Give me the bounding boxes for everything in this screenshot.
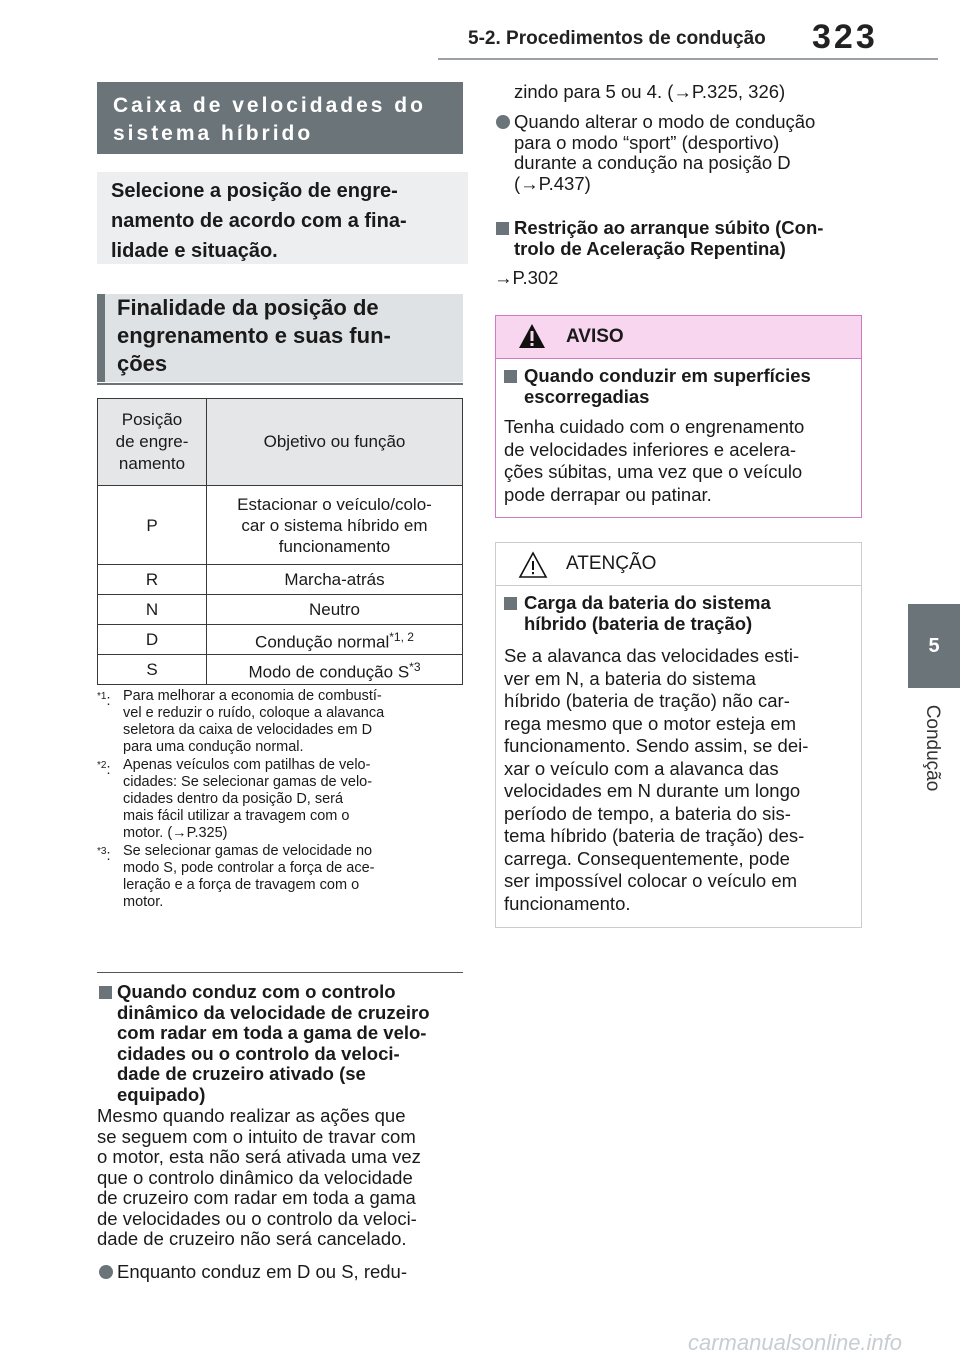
cell-function: Marcha-atrás [207, 565, 463, 595]
body-line: carrega. Consequentemente, pode [504, 847, 790, 869]
heading-line: Quando conduz com o controlo [117, 981, 396, 1002]
gear-position-table [97, 398, 463, 685]
page-reference-link[interactable]: →P.302 [494, 267, 559, 288]
intro-line: namento de acordo com a fina- [111, 210, 407, 232]
chapter-number: 5 [928, 634, 940, 657]
subheading-line: híbrido (bateria de tração) [524, 612, 753, 634]
body-line: o motor, esta não será ativada uma vez [97, 1146, 421, 1167]
page-number: 323 [812, 18, 878, 56]
footnote-line: Apenas veículos com patilhas de velo- [123, 757, 371, 773]
heading-line: cidades ou o controlo da veloci- [117, 1042, 400, 1064]
footnote [97, 757, 467, 842]
footnote-mark: $^{*3}$: [97, 846, 111, 864]
cruise-control-heading [97, 982, 467, 1105]
body-line: Mesmo quando realizar as ações que [97, 1105, 406, 1126]
bullet-item [494, 112, 866, 194]
body-line: se seguem com o intuito de travar com [97, 1125, 416, 1147]
footnote-mark: $^{*1}$: [97, 691, 111, 709]
header-position-line: de engre- [115, 432, 189, 451]
body-line: xar o veículo com a alavanca das [504, 757, 779, 779]
table-row [98, 625, 463, 655]
square-bullet-icon [504, 597, 517, 610]
section-title-line: Caixa de velocidades do [113, 94, 426, 117]
cell-position: S [98, 655, 207, 685]
warning-triangle-icon [518, 323, 546, 349]
footnote-line: cidades dentro da posição D, será [123, 791, 344, 807]
header-function: Objetivo ou função [207, 399, 463, 486]
cell-function-line: car o sistema híbrido em [241, 515, 428, 535]
cell-function-line: Estacionar o veículo/colo- [237, 494, 432, 514]
cell-function-text: Modo de condução S [248, 662, 410, 682]
bullet-line[interactable]: (→P.437) [514, 172, 591, 194]
body-line: ser impossível colocar o veículo em [504, 870, 798, 891]
subheading-line: Carga da bateria do sistema [524, 592, 771, 613]
table-header-row [98, 399, 463, 486]
section-title [97, 82, 463, 154]
section-header: 5-2. Procedimentos de condução [468, 28, 766, 49]
cell-position: D [98, 625, 207, 655]
square-bullet-icon [496, 222, 509, 235]
heading-line: com radar em toda a gama de velo- [117, 1022, 427, 1043]
footnotes [97, 688, 467, 912]
footnote-line: seletora da caixa de velocidades em D [123, 722, 373, 738]
heading-line: equipado) [117, 1083, 206, 1105]
chapter-label-container [904, 688, 960, 808]
body-line: pode derrapar ou patinar. [504, 483, 712, 505]
footnote-line: motor. [123, 894, 164, 910]
footnote [97, 688, 467, 756]
header-position-line: namento [118, 454, 186, 473]
footnote-line: cidades: Se selecionar gamas de velo- [123, 774, 373, 790]
subheading [97, 294, 463, 382]
footnote-mark-num: *2 [97, 760, 107, 771]
body-line: de velocidades ou o controlo da veloci- [97, 1207, 417, 1229]
cruise-control-body [97, 1106, 467, 1250]
body-line: que o controlo dinâmico da velocidade [97, 1166, 413, 1188]
body-line: rega mesmo que o motor esteja em [504, 712, 797, 734]
caution-header [496, 543, 861, 586]
footnote-line: Para melhorar a economia de combustí- [123, 688, 382, 704]
caution-triangle-icon [518, 551, 548, 579]
body-line: ções súbitas, uma vez que o veículo [504, 461, 803, 482]
subheading-line: escorregadias [524, 385, 650, 407]
round-bullet-icon [496, 115, 510, 129]
caution-subheading [504, 593, 854, 634]
body-line: Se a alavanca das velocidades esti- [504, 645, 800, 666]
header-divider [438, 58, 938, 60]
body-line: funcionamento. Sendo assim, se dei- [504, 735, 809, 756]
footnote-ref: *3 [409, 659, 421, 674]
body-line: ver em N, a bateria do sistema [504, 667, 756, 689]
body-line: Tenha cuidado com o engrenamento [504, 416, 805, 437]
cell-function-line: funcionamento [278, 536, 391, 556]
footnote-line: leração e a força de travagem com o [123, 877, 360, 893]
warning-header [496, 316, 861, 359]
intro-box [97, 172, 468, 264]
body-line: dade de cruzeiro não será cancelado. [97, 1228, 407, 1249]
warning-subheading [504, 366, 854, 407]
footnote-line: Se selecionar gamas de velocidade no [123, 843, 373, 859]
warning-body [504, 416, 854, 506]
cell-function-text: Condução normal [255, 632, 390, 652]
warning-label: AVISO [566, 326, 624, 347]
section-title-line: sistema híbrido [113, 122, 314, 145]
restriction-heading [494, 218, 866, 259]
subheading-line: ções [117, 351, 168, 376]
round-bullet-icon [99, 1265, 113, 1279]
subheading-line: Quando conduzir em superfícies [524, 365, 811, 386]
body-line: período de tempo, a bateria do sis- [504, 802, 791, 824]
body-line: híbrido (bateria de tração) não car- [504, 690, 790, 711]
heading-line: trolo de Aceleração Repentina) [514, 237, 786, 259]
body-line: de cruzeiro com radar em toda a gama [97, 1187, 416, 1208]
watermark: carmanualsonline.info [688, 1330, 903, 1355]
chapter-tab[interactable] [908, 604, 960, 688]
table-row [98, 486, 463, 565]
heading-line: Restrição ao arranque súbito (Con- [514, 217, 824, 238]
bullet-continuation[interactable]: zindo para 5 ou 4. (→P.325, 326) [514, 81, 786, 102]
footnote-line: modo S, pode controlar a força de ace- [123, 860, 375, 876]
header-position-line: Posição [121, 410, 183, 429]
body-line: velocidades em N durante um longo [504, 780, 801, 801]
section-divider [97, 972, 463, 973]
table-row [98, 595, 463, 625]
body-line: tema híbrido (bateria de tração) des- [504, 825, 805, 846]
subheading-line: engrenamento e suas fun- [117, 323, 391, 348]
warning-box [495, 315, 862, 518]
caution-label: ATENÇÃO [566, 553, 657, 574]
heading-line: dade de cruzeiro ativado (se [117, 1063, 366, 1084]
body-line: funcionamento. [504, 892, 631, 914]
square-bullet-icon [504, 370, 517, 383]
cell-function: Neutro [207, 595, 463, 625]
footnote-line: para uma condução normal. [123, 739, 304, 755]
caution-box [495, 542, 862, 928]
footnote-ref: *1, 2 [389, 629, 414, 644]
footnote-mark: $^{*2}$: [97, 760, 111, 778]
cell-function [207, 486, 463, 565]
subheading-line: Finalidade da posição de [117, 295, 379, 320]
heading-line: dinâmico da velocidade de cruzeiro [117, 1001, 430, 1023]
subheading-rule [97, 383, 463, 385]
cell-function [207, 655, 463, 685]
cell-position: P [98, 486, 207, 565]
bullet-text: Enquanto conduz em D ou S, redu- [117, 1261, 408, 1282]
bullet-item [97, 1262, 467, 1283]
chapter-label: Condução [922, 704, 943, 792]
table-row [98, 655, 463, 685]
caution-body [504, 645, 854, 915]
square-bullet-icon [99, 986, 112, 999]
cell-function [207, 625, 463, 655]
footnote-mark-num: *1 [97, 691, 107, 702]
cell-position: N [98, 595, 207, 625]
footnote-mark-num: *3 [97, 846, 107, 857]
intro-line: lidade e situação. [111, 240, 278, 262]
intro-line: Selecione a posição de engre- [111, 180, 398, 202]
header-position [98, 399, 207, 486]
body-line: de velocidades inferiores e acelera- [504, 438, 797, 460]
footnote-line: vel e reduzir o ruído, coloque a alavanca [123, 705, 385, 721]
bullet-line: Quando alterar o modo de condução [514, 111, 816, 132]
footnote [97, 843, 467, 911]
cell-position: R [98, 565, 207, 595]
table-row [98, 565, 463, 595]
footnote-line: mais fácil utilizar a travagem com o [123, 808, 350, 824]
bullet-line: durante a condução na posição D [514, 152, 791, 173]
bullet-line: para o modo “sport” (desportivo) [514, 131, 780, 153]
footnote-line[interactable]: motor. (→P.325) [123, 825, 228, 841]
